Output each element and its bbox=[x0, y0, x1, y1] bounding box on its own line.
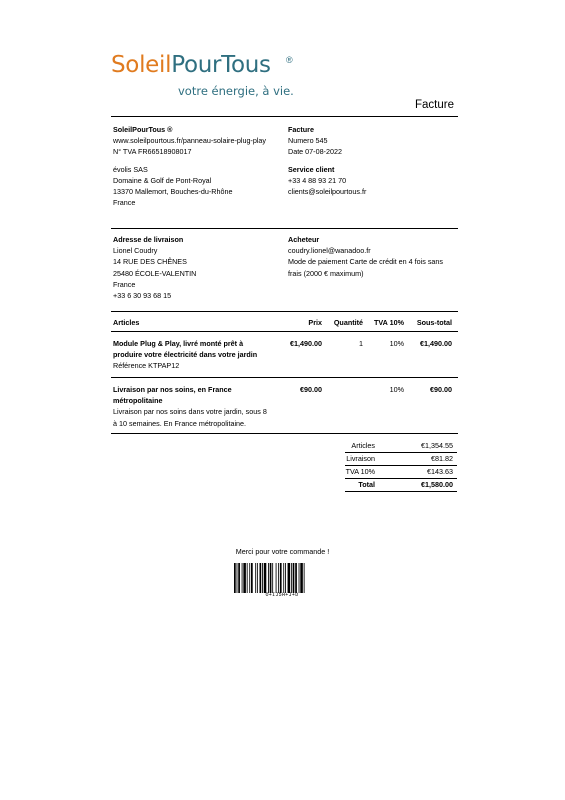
totals-total-value: €1,580.00 bbox=[421, 480, 453, 489]
barcode-text: O+IJ5H+J+D bbox=[265, 592, 299, 598]
shipping-city: 25480 ÉCOLE-VALENTIN bbox=[113, 268, 197, 278]
seller-name: SoleilPourTous ® bbox=[113, 125, 173, 134]
payment-line1: Mode de paiement Carte de crédit en 4 fois sans bbox=[288, 257, 444, 267]
document-title: Facture bbox=[415, 99, 454, 111]
item-subtotal: €90.00 bbox=[430, 385, 452, 394]
item-title: produire votre électricité dans votre jardin bbox=[113, 350, 258, 360]
item-title: Livraison par nos soins, en France bbox=[113, 385, 232, 394]
item-title: métropolitaine bbox=[113, 396, 163, 406]
brand-tagline: votre énergie, à vie. bbox=[178, 84, 294, 98]
item-description: Livraison par nos soins dans votre jardin, sous 8 bbox=[113, 407, 267, 417]
buyer-email[interactable]: coudry.lionel@wanadoo.fr bbox=[288, 246, 371, 256]
buyer-info bbox=[288, 234, 443, 279]
seller-info bbox=[113, 124, 266, 208]
totals-divider bbox=[345, 452, 457, 453]
seller-company: évolis SAS bbox=[113, 164, 148, 174]
item-description: Référence KTPAP12 bbox=[113, 361, 180, 371]
header-articles: Articles bbox=[113, 318, 140, 327]
registered-mark: ® bbox=[286, 55, 293, 65]
invoice-date: Date 07-08-2022 bbox=[288, 147, 342, 157]
seller-address2: 13370 Mallemort, Bouches-du-Rhône bbox=[113, 187, 233, 197]
divider bbox=[111, 311, 458, 312]
payment-line2: frais (2000 € maximum) bbox=[288, 268, 364, 278]
item-vat: 10% bbox=[389, 339, 404, 348]
table-row bbox=[113, 384, 288, 429]
header-subtotal: Sous-total bbox=[416, 318, 452, 327]
seller-address1: Domaine & Golf de Pont-Royal bbox=[113, 175, 212, 185]
item-quantity: 1 bbox=[359, 339, 363, 348]
thank-you-message: Merci pour votre commande ! bbox=[235, 547, 330, 556]
table-row bbox=[113, 338, 288, 372]
invoice-number: Numero 545 bbox=[288, 136, 328, 146]
shipping-country: France bbox=[113, 279, 136, 289]
divider bbox=[111, 116, 458, 117]
service-phone: +33 4 88 93 21 70 bbox=[288, 175, 347, 185]
shipping-phone: +33 6 30 93 68 15 bbox=[113, 291, 172, 301]
item-subtotal: €1,490.00 bbox=[420, 339, 452, 348]
totals-shipping-label: Livraison bbox=[346, 454, 375, 463]
item-title: Module Plug & Play, livré monté prêt à bbox=[113, 339, 244, 348]
totals-vat-label: TVA 10% bbox=[345, 467, 375, 476]
item-price: €1,490.00 bbox=[290, 339, 322, 348]
totals-vat-value: €143.63 bbox=[427, 467, 453, 476]
totals-articles-label: Articles bbox=[351, 441, 375, 450]
totals-total-label: Total bbox=[358, 480, 375, 489]
totals-divider bbox=[345, 465, 457, 466]
totals-shipping-value: €81.82 bbox=[431, 454, 453, 463]
seller-url[interactable]: www.soleilpourtous.fr/panneau-solaire-plug-play bbox=[113, 136, 267, 146]
totals-articles-value: €1,354.55 bbox=[421, 441, 453, 450]
divider bbox=[111, 228, 458, 229]
item-vat: 10% bbox=[389, 385, 404, 394]
shipping-address bbox=[113, 234, 196, 301]
header-vat: TVA 10% bbox=[374, 318, 404, 327]
divider bbox=[111, 331, 458, 332]
service-email[interactable]: clients@soleilpourtous.fr bbox=[288, 187, 367, 197]
totals-divider bbox=[345, 478, 457, 479]
seller-vat: N° TVA FR66518908017 bbox=[113, 147, 192, 157]
item-price: €90.00 bbox=[300, 385, 322, 394]
item-description: à 10 semaines. En France métropolitaine. bbox=[113, 418, 247, 428]
header-quantity: Quantité bbox=[333, 318, 363, 327]
brand-name: SoleilPourTous bbox=[111, 52, 271, 78]
shipping-street: 14 RUE DES CHÊNES bbox=[113, 257, 187, 267]
brand-logo bbox=[111, 52, 294, 98]
header-price: Prix bbox=[308, 318, 322, 327]
divider bbox=[111, 377, 458, 378]
barcode bbox=[233, 563, 331, 593]
buyer-heading: Acheteur bbox=[288, 235, 320, 244]
seller-country: France bbox=[113, 198, 136, 208]
shipping-heading: Adresse de livraison bbox=[113, 235, 184, 244]
invoice-info bbox=[288, 124, 366, 197]
shipping-name: Lionel Coudry bbox=[113, 246, 158, 256]
totals-divider bbox=[345, 491, 457, 492]
invoice-heading: Facture bbox=[288, 125, 314, 134]
divider bbox=[111, 433, 458, 434]
service-heading: Service client bbox=[288, 164, 335, 174]
